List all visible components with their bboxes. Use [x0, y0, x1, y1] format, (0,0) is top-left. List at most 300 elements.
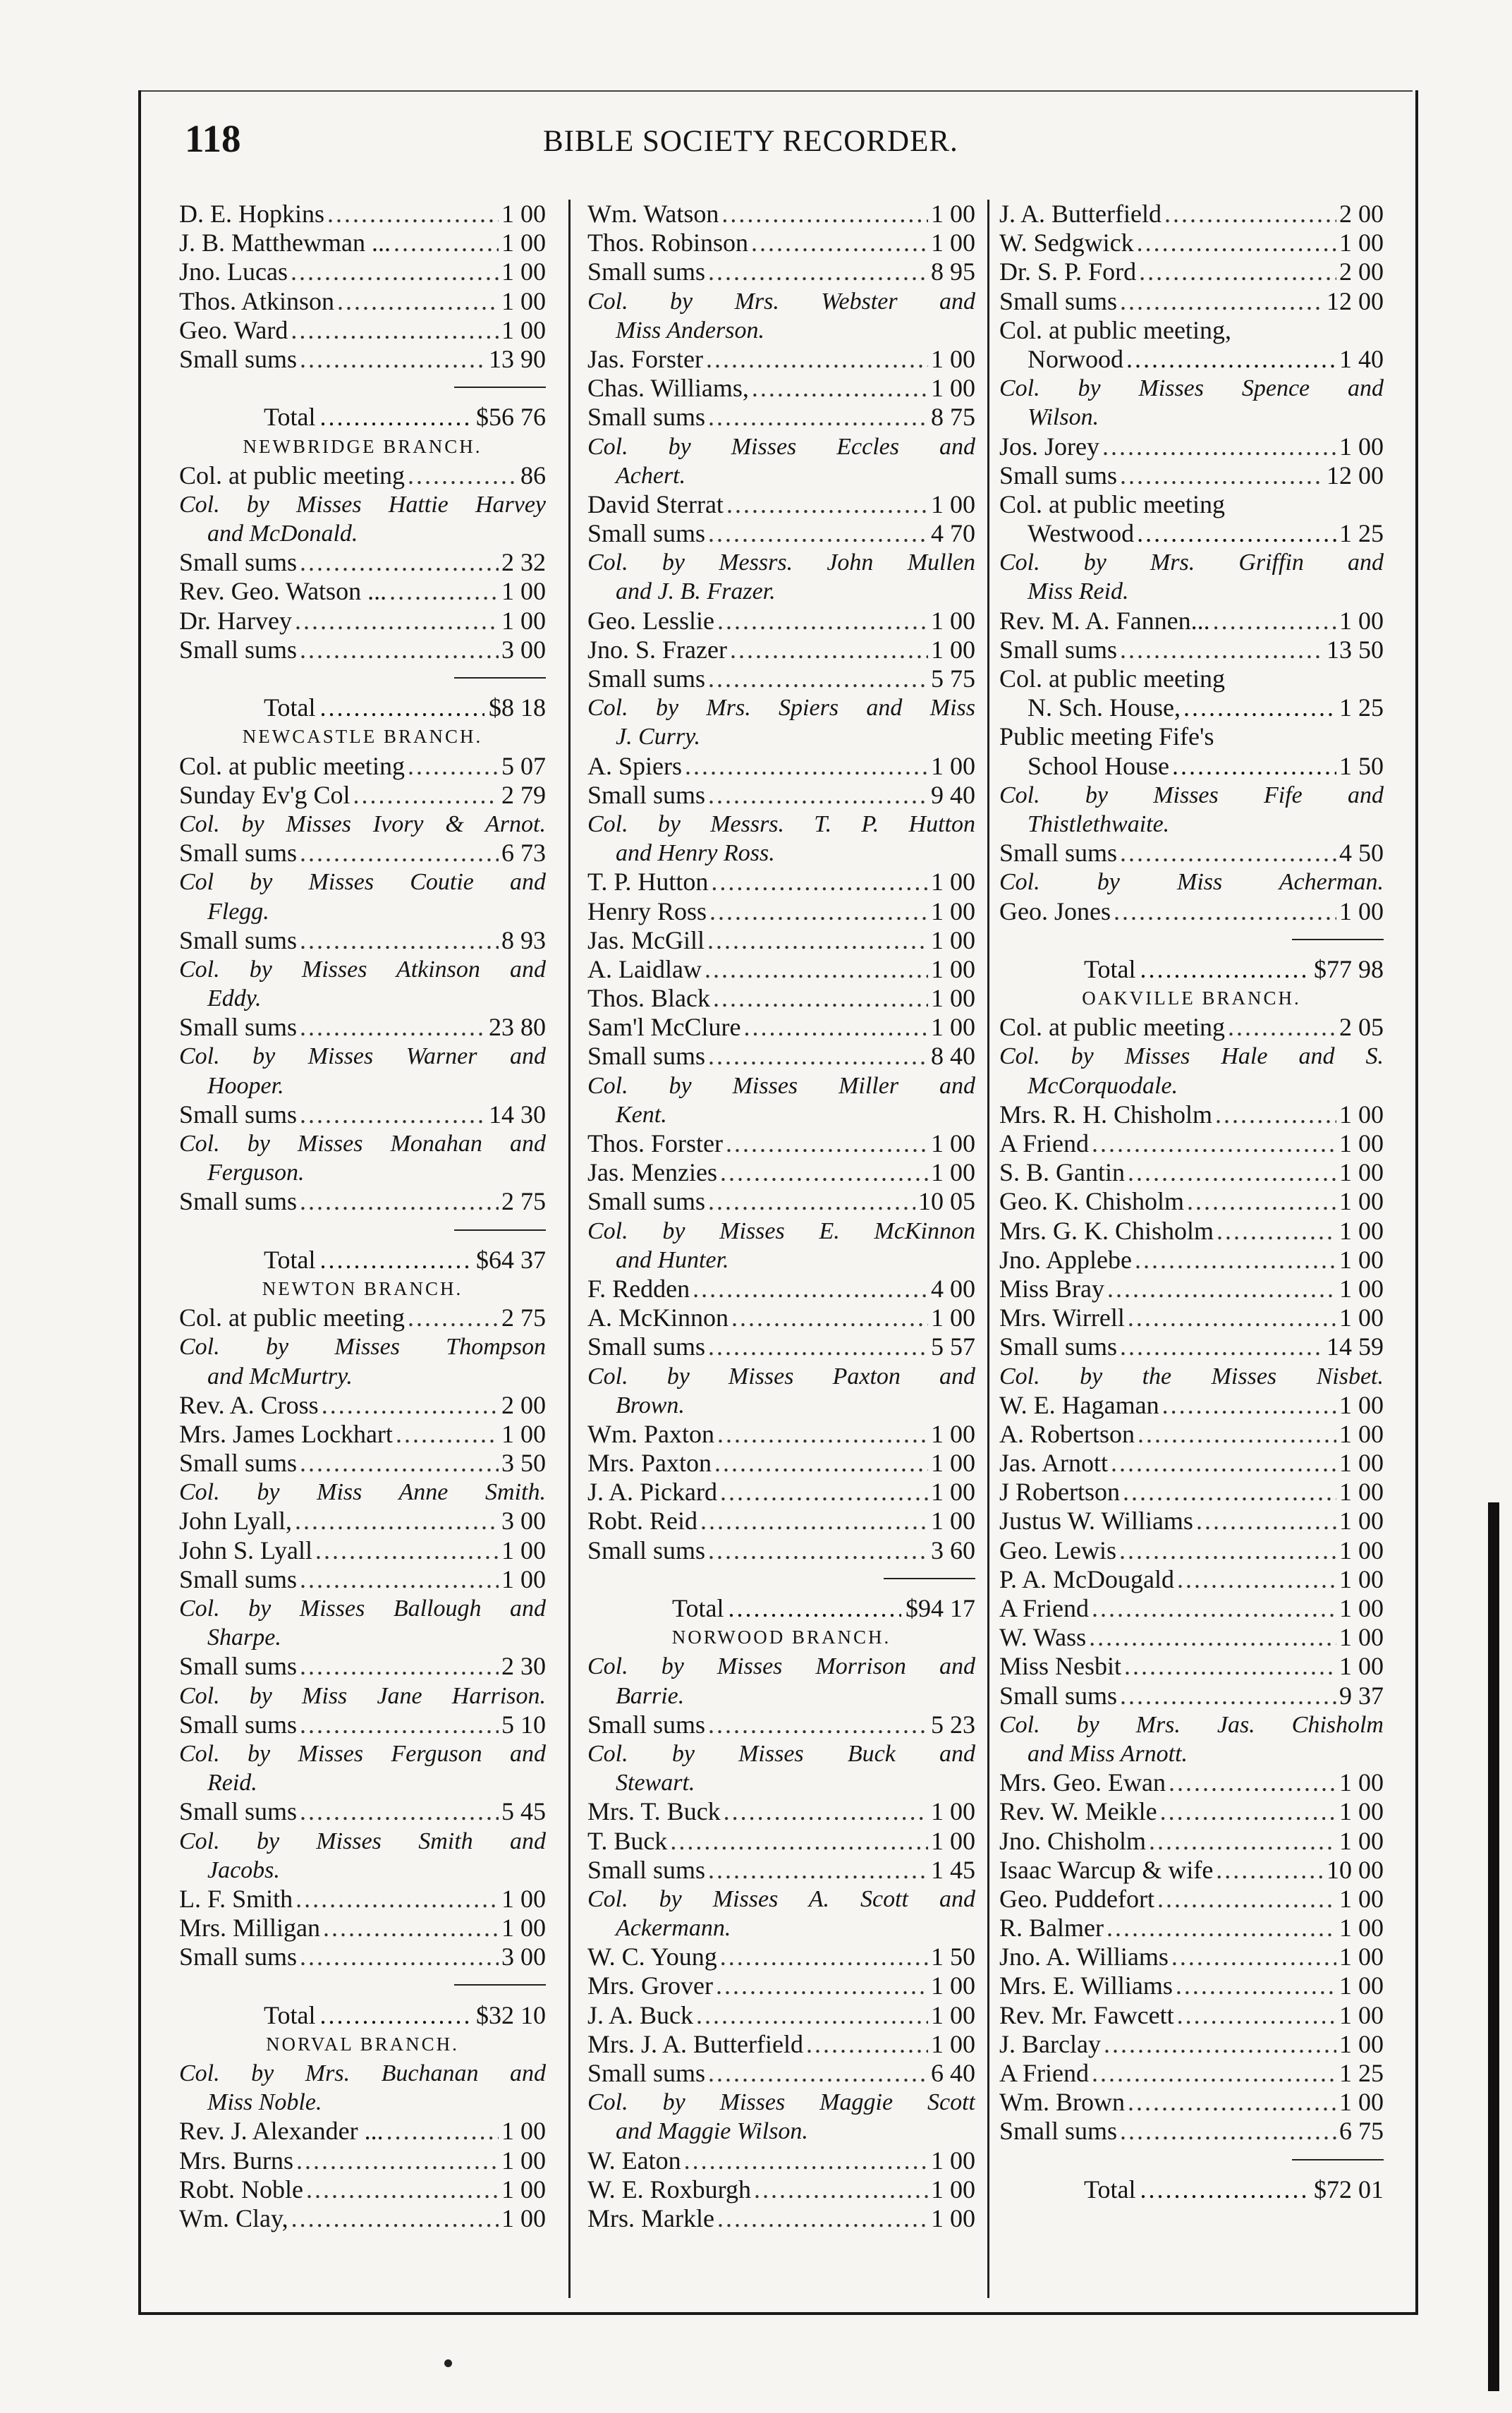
entry-name: Geo. Puddefort: [999, 1884, 1154, 1913]
entry-amount: 1 00: [1339, 1652, 1384, 1681]
entry-amount: 8 95: [931, 257, 975, 286]
entry-amount: 1 00: [1339, 1274, 1384, 1303]
leader-dots: [319, 1246, 472, 1275]
entry-label: [999, 490, 1384, 519]
leader-dots: [696, 2001, 928, 2030]
entry-row: [179, 2204, 546, 2233]
entry-name: J. A. Butterfield: [999, 200, 1162, 228]
leader-dots: [1124, 1652, 1336, 1681]
entry-row: [587, 1449, 975, 1478]
entry-row: [999, 2059, 1384, 2088]
branch-heading: OAKVILLE BRANCH.: [1082, 987, 1301, 1009]
entry-row: [179, 1797, 546, 1826]
column-2: [587, 200, 975, 2233]
entry-name: W. C. Young: [587, 1943, 717, 1971]
leader-dots: [386, 2117, 499, 2146]
entry-amount: 1 45: [931, 1855, 975, 1884]
entry-row: [179, 316, 546, 345]
entry-name: Geo. Lesslie: [587, 606, 714, 635]
entry-amount: 1 00: [501, 1564, 546, 1593]
collector-note: Miss Reid.: [1028, 578, 1129, 605]
entry-amount: 2 75: [501, 1303, 546, 1332]
entry-amount: 1 00: [501, 2175, 546, 2204]
entry-row: [587, 926, 975, 955]
entry-name: Robt. Noble: [179, 2175, 303, 2204]
entry-amount: 1 00: [931, 635, 975, 664]
entry-amount: 1 00: [1339, 1623, 1384, 1652]
entry-amount: 1 00: [501, 1884, 546, 1913]
branch-heading: NEWTON BRANCH.: [262, 1277, 463, 1299]
page-number: 118: [185, 117, 241, 160]
entry-amount: 1 00: [501, 2117, 546, 2146]
leader-dots: [1187, 1187, 1336, 1216]
entry-name: Westwood: [1028, 519, 1135, 548]
leader-dots: [300, 345, 486, 374]
entry-row: [999, 1885, 1384, 1914]
entry-row: [999, 1536, 1384, 1565]
entry-name: Col. at public meeting: [999, 1013, 1225, 1042]
entry-row: [179, 287, 546, 316]
entry-amount: 6 75: [1339, 2117, 1384, 2146]
entry-amount: 8 93: [501, 925, 546, 954]
entry-amount: 1 00: [501, 286, 546, 315]
entry-row: [179, 2117, 546, 2146]
leader-dots: [730, 636, 928, 664]
leader-dots: [1171, 1943, 1336, 1971]
entry-amount: 1 00: [931, 2000, 975, 2029]
total-rule: [999, 2146, 1384, 2175]
entry-name: Small sums: [179, 1187, 298, 1216]
entry-amount: 1 00: [931, 2175, 975, 2204]
entry-amount: 1 00: [1339, 432, 1384, 461]
entry-amount: 5 07: [501, 751, 546, 780]
entry-amount: 1 00: [1339, 229, 1384, 257]
leader-dots: [300, 839, 499, 868]
branch-heading: NORWOOD BRANCH.: [671, 1627, 891, 1648]
leader-dots: [322, 1391, 499, 1420]
leader-dots: [731, 1303, 928, 1332]
entry-row: [999, 1013, 1384, 1042]
entry-row: [587, 2001, 975, 2030]
total-rule: [587, 1565, 975, 1594]
entry-name: Col. at public meeting: [179, 461, 405, 490]
entry-row: [999, 1797, 1384, 1826]
leader-dots: [1216, 1856, 1324, 1885]
entry-row: [587, 1275, 975, 1303]
leader-dots: [300, 1013, 486, 1042]
entry-name: Mrs. Markle: [587, 2204, 714, 2232]
entry-name: Small sums: [179, 1652, 298, 1681]
total-amount: $77 98: [1314, 954, 1384, 983]
leader-dots: [306, 2175, 499, 2204]
leader-dots: [728, 1594, 901, 1623]
leader-dots: [708, 403, 928, 432]
entry-amount: 2 75: [501, 1187, 546, 1216]
leader-dots: [353, 781, 499, 810]
entry-row: [179, 1187, 546, 1216]
leader-dots: [408, 752, 499, 781]
entry-row: [587, 607, 975, 636]
leader-dots: [707, 926, 928, 955]
total-row: [179, 693, 546, 722]
entry-name: Small sums: [587, 1855, 706, 1884]
collector-note: and Henry Ross.: [616, 840, 775, 867]
entry-row: [999, 1507, 1384, 1536]
entry-amount: 1 40: [1339, 344, 1384, 373]
entry-row: [999, 1449, 1384, 1478]
entry-amount: 1 25: [1339, 2059, 1384, 2087]
entry-amount: 1 00: [501, 1419, 546, 1448]
entry-row: [587, 1827, 975, 1856]
leader-dots: [1128, 1303, 1336, 1332]
entry-name: Wm. Watson: [587, 200, 719, 228]
entry-name: Small sums: [179, 925, 298, 954]
entry-amount: 1 00: [1339, 1158, 1384, 1187]
entry-amount: 2 05: [1339, 1013, 1384, 1042]
entry-amount: 9 40: [931, 780, 975, 809]
entry-name: School House: [1028, 751, 1169, 780]
entry-continuation: [999, 693, 1384, 722]
leader-dots: [714, 1449, 928, 1478]
entry-row: [179, 1710, 546, 1739]
collector-note: Eddy.: [207, 985, 262, 1012]
entry-row: [587, 200, 975, 229]
entry-row: [587, 229, 975, 257]
leader-dots: [1102, 432, 1336, 461]
entry-amount: 4 50: [1339, 839, 1384, 868]
entry-amount: 1 00: [1339, 1419, 1384, 1448]
entry-row: [179, 1449, 546, 1478]
entry-row: [587, 2146, 975, 2175]
entry-name: Mrs. G. K. Chisholm: [999, 1216, 1214, 1245]
collector-note: Col. by Mrs. Buchanan and: [179, 2060, 546, 2086]
leader-dots: [315, 1536, 499, 1565]
leader-dots: [1120, 2117, 1336, 2146]
entry-amount: 1 00: [931, 1507, 975, 1536]
entry-row: [999, 1391, 1384, 1420]
total-label: Total: [1084, 2175, 1136, 2204]
entry-amount: 1 00: [501, 1536, 546, 1564]
leader-dots: [408, 1303, 499, 1332]
entry-name: Dr. Harvey: [179, 606, 292, 635]
leader-dots: [1128, 2088, 1336, 2117]
leader-dots: [1120, 839, 1336, 868]
collector-note: Col. by Miss Anne Smith.: [179, 1479, 546, 1506]
entry-name: Wm. Clay,: [179, 2204, 288, 2232]
entry-name: Col. at public meeting: [179, 1303, 405, 1332]
entry-amount: 1 00: [501, 577, 546, 606]
entry-name: Small sums: [587, 2059, 706, 2087]
leader-dots: [1120, 636, 1324, 664]
entry-amount: 5 23: [931, 1710, 975, 1739]
entry-name: John Lyall,: [179, 1507, 292, 1536]
entry-amount: 1 50: [931, 1943, 975, 1971]
entry-row: [179, 2146, 546, 2175]
leader-dots: [717, 2204, 928, 2233]
entry-name: Thos. Robinson: [587, 229, 749, 257]
entry-amount: 1 00: [931, 1449, 975, 1478]
collector-note: McCorquodale.: [1028, 1072, 1178, 1099]
leader-dots: [721, 200, 928, 229]
entry-name: Small sums: [179, 1013, 298, 1042]
leader-dots: [724, 1797, 928, 1826]
entry-name: Mrs. J. A. Butterfield: [587, 2029, 803, 2058]
entry-name: Jno. A. Williams: [999, 1943, 1169, 1971]
entry-name: J Robertson: [999, 1478, 1120, 1507]
entry-amount: 1 25: [1339, 693, 1384, 722]
entry-row: [999, 1768, 1384, 1797]
entry-amount: 3 00: [501, 1507, 546, 1536]
collector-note: Wilson.: [1028, 404, 1099, 431]
entry-row: [587, 1420, 975, 1449]
entry-name: Jno. Chisholm: [999, 1826, 1147, 1855]
entry-name: Justus W. Williams: [999, 1507, 1193, 1536]
entry-row: [587, 490, 975, 519]
leader-dots: [327, 200, 499, 229]
entry-row: [999, 2088, 1384, 2117]
entry-amount: 1 00: [1339, 1536, 1384, 1564]
entry-row: [999, 636, 1384, 664]
leader-dots: [1157, 1885, 1336, 1914]
entry-amount: 1 00: [931, 490, 975, 518]
entry-row: [179, 752, 546, 781]
entry-name: John S. Lyall: [179, 1536, 313, 1564]
total-row: [587, 1594, 975, 1623]
entry-amount: 1 00: [1339, 896, 1384, 925]
leader-dots: [396, 1420, 499, 1449]
leader-dots: [1140, 2175, 1310, 2204]
leader-dots: [1123, 1478, 1336, 1507]
entry-name: Miss Nesbit: [999, 1652, 1122, 1681]
entry-row: [999, 1420, 1384, 1449]
entry-name: Small sums: [179, 548, 298, 577]
leader-dots: [1120, 1332, 1324, 1361]
collector-note: Col. by Misses Eccles and: [587, 433, 975, 460]
entry-name: Mrs. Wirrell: [999, 1303, 1125, 1332]
entry-amount: 6 73: [501, 839, 546, 868]
entry-amount: 1 00: [1339, 1826, 1384, 1855]
entry-row: [179, 2175, 546, 2204]
collector-note: Col. by Mrs. Jas. Chisholm: [999, 1711, 1384, 1738]
entry-row: [587, 781, 975, 810]
leader-dots: [1177, 1565, 1336, 1594]
entry-row: [179, 1507, 546, 1536]
entry-name: Mrs. E. Williams: [999, 1971, 1173, 2000]
leader-dots: [752, 374, 928, 403]
entry-name: P. A. McDougald: [999, 1564, 1175, 1593]
entry-amount: 1 00: [931, 374, 975, 403]
leader-dots: [408, 461, 518, 490]
entry-amount: 12 00: [1327, 286, 1384, 315]
leader-dots: [1119, 1536, 1336, 1565]
leader-dots: [1092, 2059, 1336, 2088]
entry-name: Jno. S. Frazer: [587, 635, 727, 664]
entry-name: Jno. Applebe: [999, 1245, 1132, 1274]
entry-label: [999, 316, 1384, 345]
entry-amount: 1 00: [501, 1914, 546, 1943]
entry-amount: 1 00: [1339, 1797, 1384, 1826]
entry-name: Sunday Ev'g Col: [179, 780, 350, 809]
leader-dots: [1092, 1129, 1336, 1158]
collector-note: and McDonald.: [207, 521, 358, 547]
leader-dots: [1104, 2030, 1336, 2059]
entry-name: Small sums: [179, 635, 298, 664]
leader-dots: [291, 2204, 499, 2233]
total-label: Total: [264, 2000, 316, 2029]
collector-note: Col. by Mrs. Webster and: [587, 288, 975, 315]
collector-note: Col by Misses Coutie and: [179, 869, 546, 896]
leader-dots: [300, 1943, 499, 1971]
entry-amount: 1 25: [1339, 519, 1384, 548]
collector-note: Col. by Misses Ballough and: [179, 1596, 546, 1622]
entry-row: [999, 607, 1384, 636]
entry-row: [999, 287, 1384, 316]
entry-name: Thos. Black: [587, 984, 710, 1013]
entry-row: [999, 1682, 1384, 1710]
entry-row: [179, 607, 546, 636]
running-head: BIBLE SOCIETY RECORDER.: [543, 125, 958, 158]
entry-amount: 1 00: [1339, 1943, 1384, 1971]
entry-name: Wm. Brown: [999, 2088, 1125, 2117]
entry-name: Small sums: [999, 1681, 1118, 1710]
entry-amount: 4 70: [931, 519, 975, 548]
entry-name: Jas. McGill: [587, 925, 705, 954]
entry-amount: 1 00: [931, 1303, 975, 1332]
entry-name: Mrs. Geo. Ewan: [999, 1768, 1166, 1797]
collector-note: Col. by Misses Monahan and: [179, 1131, 546, 1157]
entry-name: W. Eaton: [587, 2146, 681, 2175]
entry-amount: 13 50: [1327, 635, 1384, 664]
entry-amount: 1 00: [931, 925, 975, 954]
entry-row: [179, 548, 546, 577]
entry-row: [179, 345, 546, 374]
entry-row: [999, 1246, 1384, 1275]
entry-row: [587, 1332, 975, 1361]
entry-row: [999, 257, 1384, 286]
entry-amount: 1 00: [501, 229, 546, 257]
entry-row: [999, 1187, 1384, 1216]
entry-row: [179, 1943, 546, 1971]
entry-row: [999, 1100, 1384, 1129]
entry-row: [179, 1914, 546, 1943]
entry-amount: 1 00: [1339, 1594, 1384, 1622]
entry-row: [999, 1129, 1384, 1158]
entry-continuation: [999, 752, 1384, 781]
entry-name: Rev. W. Meikle: [999, 1797, 1157, 1826]
total-rule: [179, 664, 546, 693]
entry-name: Small sums: [179, 1564, 298, 1593]
entry-row: [587, 2030, 975, 2059]
leader-dots: [319, 693, 484, 722]
entry-row: [179, 781, 546, 810]
collector-note: Col. by Mrs. Spiers and Miss: [587, 695, 975, 722]
entry-amount: 1 00: [1339, 1768, 1384, 1797]
entry-amount: 2 79: [501, 780, 546, 809]
collector-note: Col. by Misses Smith and: [179, 1828, 546, 1854]
entry-row: [999, 1856, 1384, 1885]
total-amount: $56 76: [476, 403, 546, 432]
leader-dots: [693, 1275, 928, 1303]
leader-dots: [684, 2146, 928, 2175]
entry-amount: 1 00: [931, 2146, 975, 2175]
entry-row: [179, 200, 546, 229]
collector-note: Col. by Misses Hattie Harvey: [179, 491, 546, 518]
leader-dots: [1126, 345, 1336, 374]
entry-name: Small sums: [587, 1332, 706, 1361]
entry-row: [179, 577, 546, 606]
entry-name: A Friend: [999, 1129, 1090, 1157]
entry-amount: 1 00: [931, 344, 975, 373]
entry-name: W. E. Roxburgh: [587, 2175, 752, 2204]
entry-name: Small sums: [587, 1710, 706, 1739]
entry-amount: 1 00: [1339, 1100, 1384, 1129]
entry-name: J. B. Matthewman ...: [179, 229, 391, 257]
leader-dots: [300, 1652, 499, 1681]
leader-dots: [717, 607, 928, 636]
collector-note: and Hunter.: [616, 1246, 729, 1273]
entry-row: [587, 1536, 975, 1565]
leader-dots: [1137, 229, 1336, 257]
leader-dots: [1169, 1768, 1336, 1797]
leader-dots: [708, 2059, 928, 2088]
entry-amount: 1 00: [1339, 1971, 1384, 2000]
entry-row: [587, 1507, 975, 1536]
entry-row: [587, 345, 975, 374]
leader-dots: [720, 1478, 928, 1507]
collector-note: Miss Noble.: [207, 2089, 322, 2116]
collector-note: Col. by Misses Morrison and: [587, 1653, 975, 1680]
leader-dots: [1228, 1013, 1336, 1042]
column-3: [999, 200, 1384, 2204]
total-row: [179, 403, 546, 432]
leader-dots: [670, 1827, 928, 1856]
entry-amount: 8 75: [931, 403, 975, 432]
leader-dots: [708, 1332, 928, 1361]
collector-note: Hooper.: [207, 1072, 284, 1099]
entry-name: Small sums: [587, 1187, 706, 1216]
leader-dots: [1120, 461, 1324, 490]
entry-row: [179, 1391, 546, 1420]
entry-amount: 1 50: [1339, 751, 1384, 780]
leader-dots: [700, 1507, 928, 1536]
collector-note: Ackermann.: [616, 1915, 731, 1942]
entry-amount: 1 00: [1339, 1449, 1384, 1478]
entry-name: Geo. Lewis: [999, 1536, 1116, 1564]
entry-row: [587, 1042, 975, 1071]
entry-row: [999, 1943, 1384, 1971]
total-label: Total: [264, 403, 316, 432]
entry-name: Small sums: [179, 344, 298, 373]
collector-note: Col. by Misses Fife and: [999, 782, 1384, 808]
entry-row: [999, 1478, 1384, 1507]
leader-dots: [1196, 1507, 1336, 1536]
entry-amount: 1 00: [1339, 1884, 1384, 1913]
entry-amount: 1 00: [931, 1478, 975, 1507]
entry-name: Rev. A. Cross: [179, 1390, 319, 1419]
entry-row: [999, 1217, 1384, 1246]
entry-row: [179, 839, 546, 868]
total-rule: [179, 1971, 546, 2000]
leader-dots: [806, 2030, 928, 2059]
leader-dots: [1177, 2001, 1336, 2030]
total-label: Total: [1084, 954, 1136, 983]
entry-row: [999, 1158, 1384, 1187]
leader-dots: [319, 2001, 472, 2030]
entry-amount: 2 00: [1339, 200, 1384, 228]
entry-row: [999, 229, 1384, 257]
entry-amount: 2 32: [501, 548, 546, 577]
entry-amount: 1 00: [931, 606, 975, 635]
